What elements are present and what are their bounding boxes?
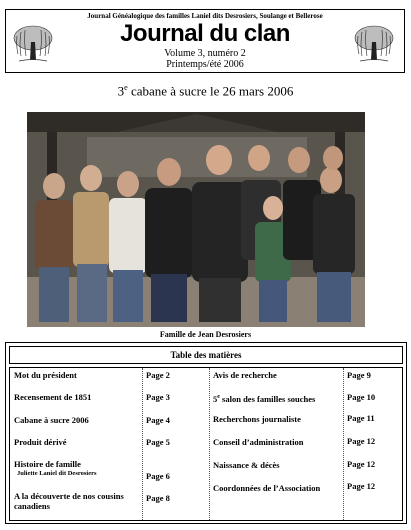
toc-entry: Conseil d’administration xyxy=(213,437,304,447)
photo-caption: Famille de Jean Desrosiers xyxy=(159,330,252,339)
journal-title: Journal du clan xyxy=(120,20,290,47)
column-divider xyxy=(142,368,143,520)
toc-page: Page 9 xyxy=(347,370,371,380)
toc-page: Page 12 xyxy=(347,459,376,469)
toc-page: Page 8 xyxy=(146,493,170,503)
toc-page: Page 12 xyxy=(347,436,376,446)
column-divider xyxy=(209,368,210,520)
volume-number: Volume 3, numéro 2 xyxy=(164,48,246,59)
toc-page: Page 6 xyxy=(146,471,170,481)
toc-entry: canadiens xyxy=(14,501,50,511)
toc-entry: Recensement de 1851 xyxy=(14,392,92,402)
masthead xyxy=(5,9,405,73)
willow-tree-icon xyxy=(11,22,55,66)
toc-entry: 5e salon des familles souches xyxy=(213,393,316,404)
table-of-contents xyxy=(5,342,407,524)
toc-entry: Naissance & décès xyxy=(213,460,280,470)
toc-entry: Recherchons journaliste xyxy=(213,414,301,424)
toc-entry: Produit dérivé xyxy=(14,437,67,447)
toc-page: Page 3 xyxy=(146,392,170,402)
headline: 3e cabane à sucre le 26 mars 2006 xyxy=(117,83,294,99)
toc-entry: Coordonnées de l’Association xyxy=(213,483,321,493)
family-group-photo xyxy=(27,112,365,327)
toc-entry: Mot du président xyxy=(14,370,77,380)
toc-page: Page 5 xyxy=(146,437,170,447)
issue-season: Printemps/été 2006 xyxy=(166,59,244,70)
toc-entry: A la découverte de nos cousins xyxy=(14,491,124,501)
toc-page: Page 11 xyxy=(347,413,375,423)
toc-page: Page 12 xyxy=(347,481,376,491)
publication-line: Journal Généalogique des familles Laniel dits Desrosiers, Soulange et Bellerose xyxy=(87,12,323,20)
toc-title: Table des matières xyxy=(9,346,403,364)
willow-tree-icon xyxy=(352,22,396,66)
toc-entry: Avis de recherche xyxy=(213,370,277,380)
toc-entry-subtitle: Juliette Laniel dit Desrosiers xyxy=(17,470,97,477)
column-divider xyxy=(343,368,344,520)
toc-page: Page 4 xyxy=(146,415,170,425)
toc-page: Page 2 xyxy=(146,370,170,380)
toc-body xyxy=(9,367,403,521)
toc-entry: Cabane à sucre 2006 xyxy=(14,415,89,425)
toc-page: Page 10 xyxy=(347,392,376,402)
toc-entry: Histoire de famille xyxy=(14,459,81,469)
